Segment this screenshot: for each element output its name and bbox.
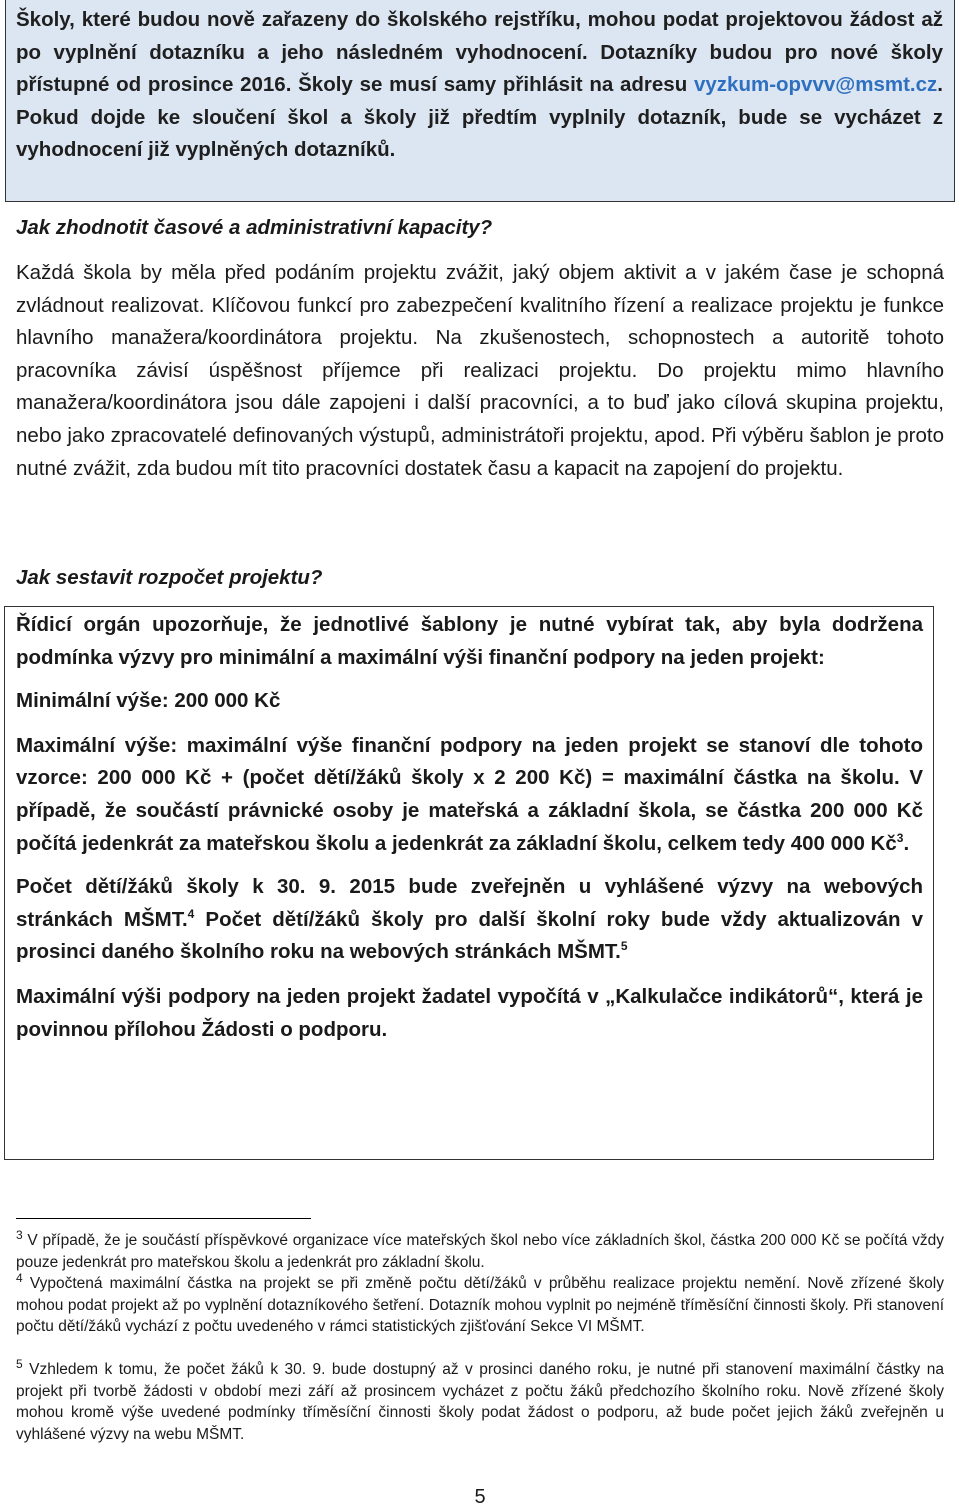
footnote-ref-4[interactable]: 4 [187, 906, 195, 921]
footnote-3: $^3$ V případě, že je součástí příspěvkové organizace více mateřských škol nebo více základních škol, částka 200 000 Kč se počítá vždy pouze jedenkrát pro mateřskou školu a jedenkrát pro základní školu. [16, 1227, 944, 1271]
footnote-4: $^4$ Vypočtená maximální částka na projekt se při změně počtu dětí/žáků v průběhu realizace projektu nemění. Nově zřízené školy mohou podat projekt až po vyplnění dotazníkového šetření. Dotazník mohou vyplnit po nejméně tříměsíční činnosti školy. Při stanovení počtu dětí/žáků vychází z počtu uvedeného v rámci statistických zjišťování Sekce VI MŠMT. [16, 1270, 944, 1336]
minimum-amount: Minimální výše: 200 000 Kč [16, 689, 281, 713]
maximum-amount: Maximální výše: maximální výše finanční podpory na jeden projekt se stanoví dle tohoto vzorce: 200 000 Kč + (počet dětí/žáků školy x 2 200 Kč) = maximální částka na školu. V případě, že součástí právnické osoby je mateřská a základní škola, se částka 200 000 Kč počítá jedenkrát za mateřskou školu a jedenkrát za základní školu, celkem tedy 400 000 $Kč^3$. [16, 733, 923, 855]
paragraph-capacity: Každá škola by měla před podáním projektu zvážit, jaký objem aktivit a v jakém čase je schopná zvládnout realizovat. Klíčovou funkcí pro zabezpečení kvalitního řízení a realizace projektu je funkce hlavního manažera/koordinátora projektu. Na zkušenostech, schopnostech a autoritě tohoto pracovníka závisí úspěšnost příjemce při realizaci projektu. Do projektu mimo hlavního manažera/koordinátora jsou dále zapojeni i další pracovníci, a to buď jako cílová skupina projektu, nebo jako zpracovatelé definovaných výstupů, administrátoři projektu, apod. Při výběru šablon je proto nutné zvážit, zda budou mít tito pracovníci dostatek času a kapacit na zapojení do projektu. [16, 261, 944, 480]
footnote-5: $^5$ Vzhledem k tomu, že počet žáků k 30. 9. bude dostupný až v prosinci daného roku, je nutné při stanovení maximální částky na projekt při tvorbě žádosti v období mezi září až prosincem vycházet z počtu žáků předchozího školního roku. Nově zřízené školy mohou kromě výše uvedené podmínky tříměsíční činnosti školy podat žádost o podporu, až bude počet jejich žáků zveřejněn u vyhlášené výzvy na webu MŠMT. [16, 1356, 944, 1443]
info-box-new-schools [5, 0, 955, 202]
footnote-ref-5[interactable]: 5 [620, 939, 628, 954]
heading-capacity: Jak zhodnotit časové a administrativní kapacity? [16, 216, 493, 239]
heading-budget: Jak sestavit rozpočet projektu? [16, 566, 323, 589]
footnote-separator [16, 1218, 311, 1219]
budget-intro: Řídicí orgán upozorňuje, že jednotlivé šablony je nutné vybírat tak, aby byla dodržena podmínka výzvy pro minimální a maximální výši finanční podpory na jeden projekt: [16, 613, 923, 669]
budget-rules-box [4, 606, 934, 1160]
footnote-ref-3[interactable]: 3 [896, 830, 904, 845]
email-link[interactable]: vyzkum-opvvv@msmt.cz [693, 73, 938, 96]
calculator-note: Maximální výši podpory na jeden projekt žadatel vypočítá v „Kalkulačce indikátorů“, která je povinnou přílohou Žádosti o podporu. [16, 984, 923, 1041]
pupil-count: Počet dětí/žáků školy k 30. 9. 2015 bude zveřejněn u vyhlášené výzvy na webových stránkách MŠMT.$^4$ Počet dětí/žáků školy pro další školní roky bude vždy aktualizován v prosinci daného školního roku na webových stránkách MŠMT.$^5$ [16, 875, 923, 964]
page-number: 5 [474, 1486, 486, 1508]
info-box-text: Školy, které budou nově zařazeny do školského rejstříku, mohou podat projektovou žádost až po vyplnění dotazníku a jeho následném vyhodnocení. Dotazníky budou pro nové školy přístupné od prosince 2016. Školy se musí samy přihlásit na adresu vyzkum-opvvv@msmt.cz. Pokud dojde ke sloučení škol a školy již předtím vyplnily dotazník, bude se vycházet z vyhodnocení již vyplněných dotazníků. [16, 8, 943, 161]
